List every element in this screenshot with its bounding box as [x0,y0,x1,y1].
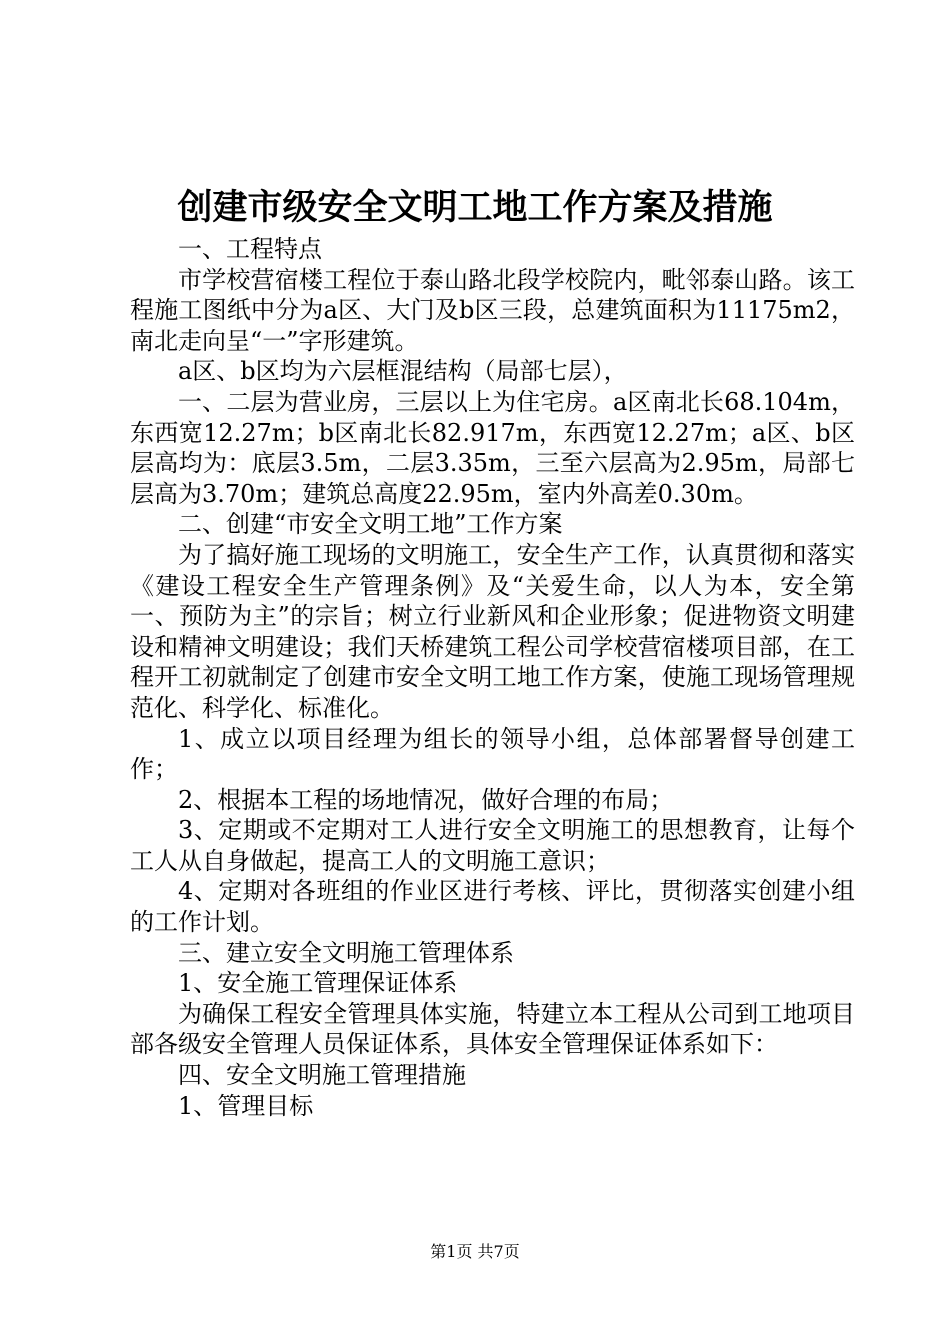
paragraph: 市学校营宿楼工程位于泰山路北段学校院内，毗邻泰山路。该工程施工图纸中分为a区、大门及b区三段，总建筑面积为11175m2，南北走向呈“一”字形建筑。 [130,265,855,355]
document-title: 创建市级安全文明工地工作方案及措施 [177,187,773,228]
paragraph: 四、安全文明施工管理措施 [178,1061,466,1090]
paragraph: 1、管理目标 [178,1091,314,1120]
paragraph: 为确保工程安全管理具体实施，特建立本工程从公司到工地项目部各级安全管理人员保证体系，具体安全管理保证体系如下： [130,999,855,1059]
paragraph: 三、建立安全文明施工管理体系 [178,938,514,967]
paragraph: 4、定期对各班组的作业区进行考核、评比，贯彻落实创建小组的工作计划。 [130,877,855,937]
paragraph: a区、b区均为六层框混结构（局部七层）， [178,357,628,386]
paragraph: 二、创建“市安全文明工地”工作方案 [178,510,563,539]
paragraph: 3、定期或不定期对工人进行安全文明施工的思想教育，让每个工人从自身做起，提高工人的文明施工意识； [130,816,855,875]
paragraph: 1、安全施工管理保证体系 [178,969,458,998]
paragraph: 一、二层为营业房，三层以上为住宅房。a区南北长68.104m，东西宽12.27m；b区南北长82.917m，东西宽12.27m；a区、b区层高均为：底层3.5m，二层3.35m，三至六层高为2.95m，局部七层高为3.70m；建筑总高度22.95m，室内外高差0.30m。 [130,387,855,508]
paragraph: 1、成立以项目经理为组长的领导小组，总体部署督导创建工作； [130,724,855,784]
page-footer: 第1页 共7页 [430,1242,520,1261]
paragraph: 一、工程特点 [178,235,322,263]
document-body [130,234,855,1121]
paragraph: 为了搞好施工现场的文明施工，安全生产工作，认真贯彻和落实《建设工程安全生产管理条例》及“关爱生命，以人为本，安全第一、预防为主”的宗旨；树立行业新风和企业形象；促进物资文明建设和精神文明建设；我们天桥建筑工程公司学校营宿楼项目部，在工程开工初就制定了创建市安全文明工地工作方案，使施工现场管理规范化、科学化、标准化。 [130,540,855,722]
paragraph: 2、根据本工程的场地情况，做好合理的布局； [178,785,674,814]
